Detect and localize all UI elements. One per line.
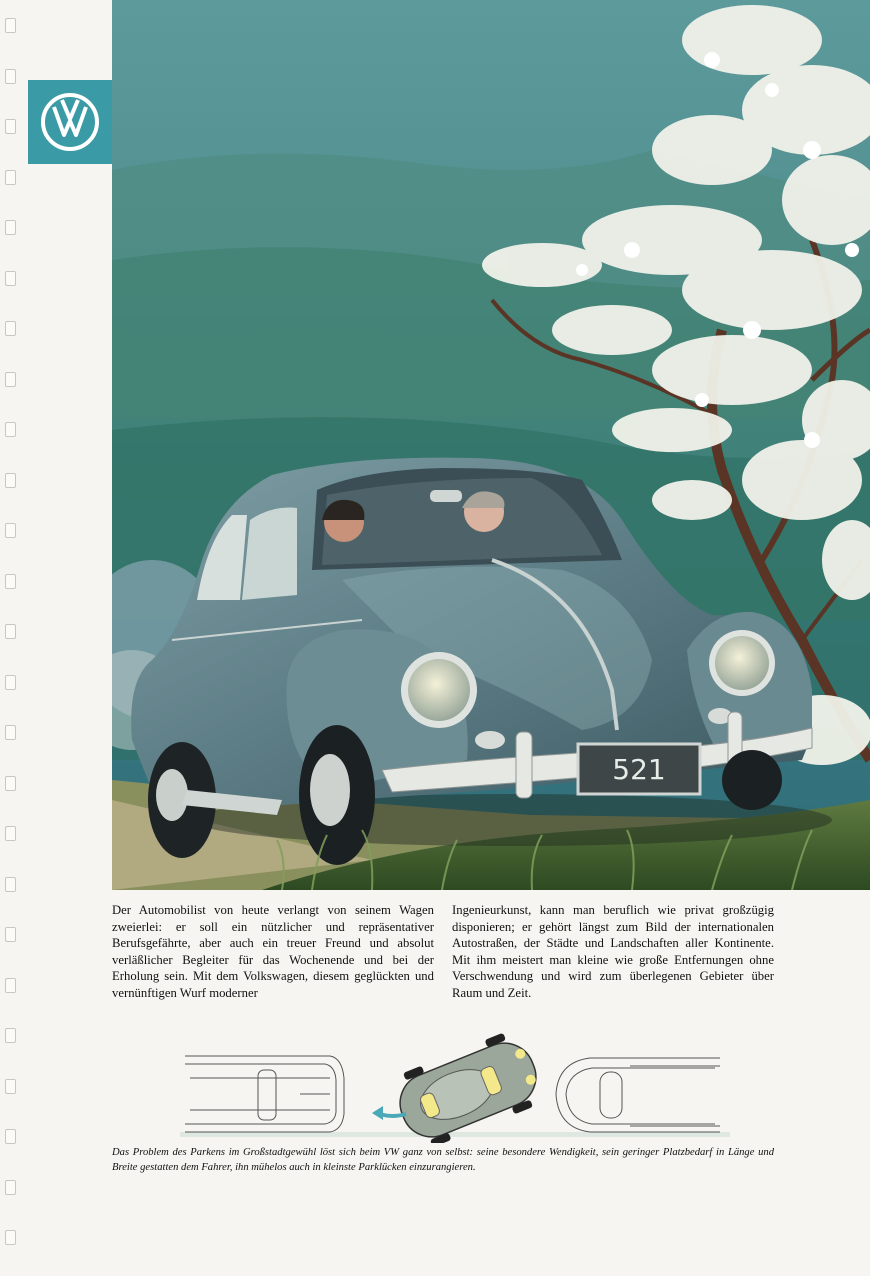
maneuvering-beetle [388, 1027, 548, 1143]
turn-arrow-icon [380, 1114, 406, 1116]
binding-hole [5, 473, 16, 488]
binding-hole [5, 119, 16, 134]
binding-hole [5, 1129, 16, 1144]
binding-hole [5, 877, 16, 892]
binding-hole [5, 776, 16, 791]
binding-hole [5, 675, 16, 690]
binding-hole [5, 1028, 16, 1043]
binding-hole [5, 927, 16, 942]
diagram-caption: Das Problem des Parkens im Großstadtgewühl löst sich beim VW ganz von selbst: seine besondere Wendigkeit, sein geringer Platzbedarf in Länge und Breite gestatten dem Fahrer, ihn mühelos auch in kleinste Parklücken einzurangieren. [112, 1147, 774, 1173]
license-plate-text: 521 [612, 753, 666, 786]
car-scene [112, 0, 870, 890]
binding-hole [5, 978, 16, 993]
binding-hole [5, 18, 16, 33]
binding-hole [5, 372, 16, 387]
binding-hole [5, 422, 16, 437]
binding-hole [5, 523, 16, 538]
binding-hole [5, 321, 16, 336]
body-text [112, 902, 774, 1002]
parked-car-left [185, 1056, 344, 1132]
vw-logo-box [28, 80, 112, 164]
binding-hole [5, 574, 16, 589]
body-text-right: Ingenieurkunst, kann man beruflich wie privat großzügig disponieren; er gehört längst zum Bild der internationalen Autostraßen, der Städte und Landschaften aller Kontinente. Mit ihm meistert man kleine wie große Entfernungen ohne Verschwendung und wird zum überlegenen Gebieter über Raum und Zeit. [452, 903, 774, 1000]
parked-car-right [556, 1058, 720, 1132]
parking-diagram [180, 1018, 730, 1143]
binding-hole [5, 826, 16, 841]
body-text-left: Der Automobilist von heute verlangt von seinem Wagen zweierlei: er soll ein nützlicher und repräsentativer Berufsgefährte, aber auch ein treuer Freund und absolut verläßlicher Begleiter für das Wochenende und bei der Erholung sein. Mit dem Volkswagen, diesem geglückten und vernünftigen Wurf moderner [112, 903, 434, 1000]
binding-hole [5, 624, 16, 639]
vw-logo-icon [39, 91, 101, 153]
binding-holes [0, 0, 22, 1276]
binding-hole [5, 1079, 16, 1094]
binding-hole [5, 220, 16, 235]
binding-hole [5, 69, 16, 84]
binding-hole [5, 271, 16, 286]
binding-hole [5, 170, 16, 185]
beetle-illustration [112, 0, 870, 890]
binding-hole [5, 1180, 16, 1195]
binding-hole [5, 725, 16, 740]
binding-hole [5, 1230, 16, 1245]
